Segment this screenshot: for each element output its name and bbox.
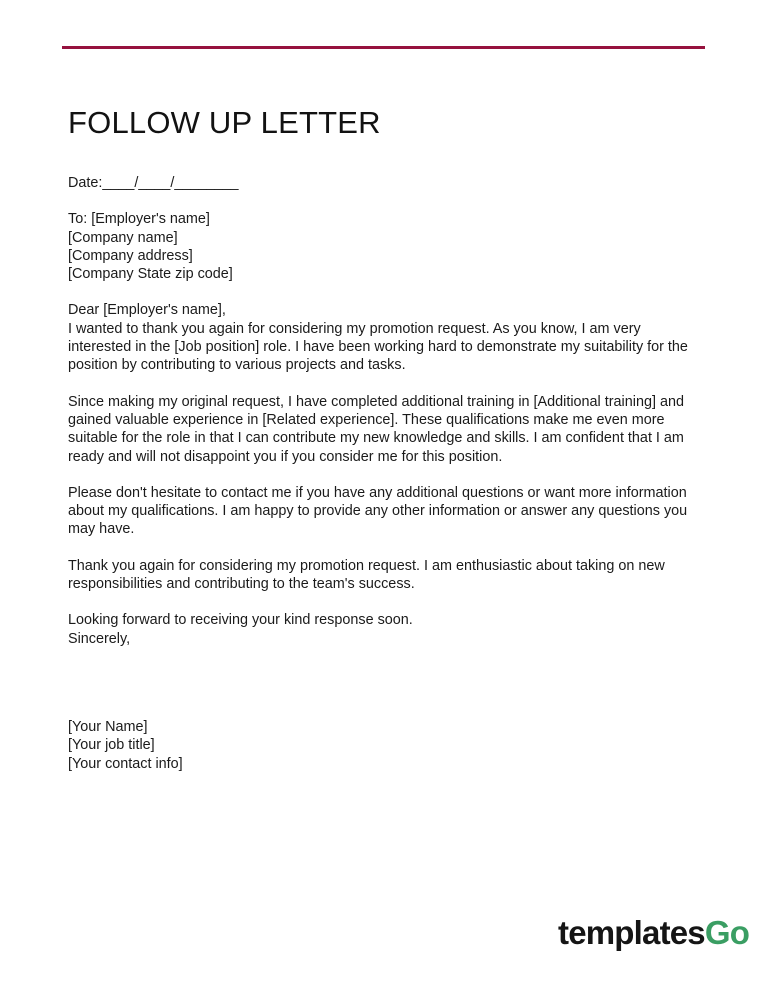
recipient-line: To: [Employer's name]: [68, 211, 210, 228]
recipient-address-block: [68, 210, 696, 283]
page-title: FOLLOW UP LETTER: [68, 104, 381, 140]
logo-text-primary: templates: [558, 914, 705, 951]
recipient-line: [Company address]: [68, 247, 193, 264]
closing-line: Looking forward to receiving your kind response soon.: [68, 612, 413, 629]
body-paragraph: Since making my original request, I have completed additional training in [Additional training] and gained valuable experience in [Related experience]. These qualifications make me even more suitable for the role in that I can contribute my new knowledge and skills. I am confident that I am ready and will not disappoint you if you consider me for this position.: [68, 393, 684, 465]
closing-salutation: Sincerely,: [68, 630, 131, 647]
recipient-line: [Company State zip code]: [68, 266, 233, 283]
salutation-block: [68, 301, 696, 374]
opening-paragraph: I wanted to thank you again for considering my promotion request. As you know, I am very interested in the [Job position] role. I have been working hard to demonstrate my suitability for the position by contributing to various projects and tasks.: [68, 320, 688, 374]
header-accent-rule: [62, 46, 705, 49]
date-field[interactable]: Date:____/____/________: [68, 175, 239, 191]
salutation: Dear [Employer's name],: [68, 302, 226, 319]
body-paragraph: Thank you again for considering my promotion request. I am enthusiastic about taking on new responsibilities and contributing to the team's success.: [68, 557, 665, 593]
signature-block: [68, 718, 696, 773]
signer-job-title: [Your job title]: [68, 737, 155, 754]
logo-text-accent: Go: [704, 914, 750, 951]
closing-block: [68, 611, 696, 648]
signer-contact-info: [Your contact info]: [68, 755, 183, 772]
templatesgo-logo: [558, 916, 749, 949]
letter-content: [68, 174, 696, 773]
recipient-line: [Company name]: [68, 229, 178, 246]
signer-name: [Your Name]: [68, 718, 148, 735]
body-paragraph: Please don't hesitate to contact me if you have any additional questions or want more information about my qualifications. I am happy to provide any other information or answer any questions you may have.: [68, 484, 688, 538]
